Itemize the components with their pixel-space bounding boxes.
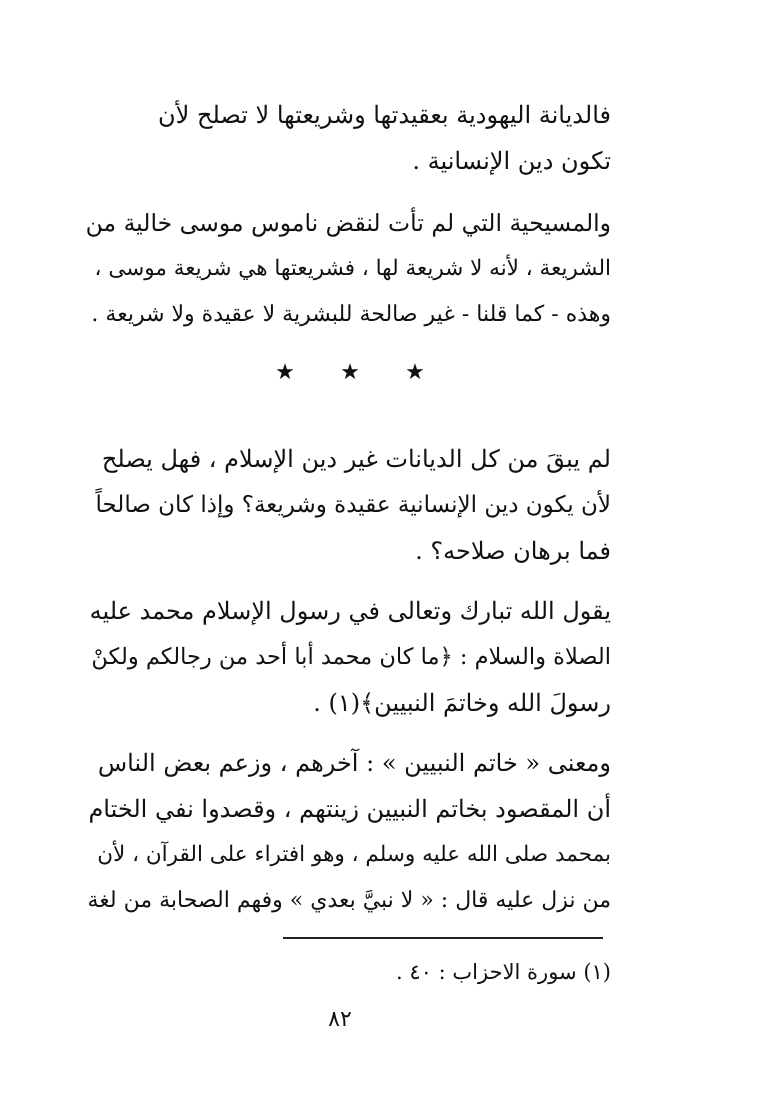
paragraph-1 <box>86 92 611 184</box>
text-line: رسولَ الله وخاتمَ النبيين﴾(١) . <box>313 689 611 717</box>
star-icon: ★ <box>275 360 295 385</box>
text-line: فما برهان صلاحه؟ . <box>415 537 611 565</box>
paragraph-2 <box>86 200 611 338</box>
footnote: (١) سورة الاحزاب : ٤٠ . <box>396 960 611 984</box>
star-icon: ★ <box>405 360 425 385</box>
text-line: وهذه - كما قلنا - غير صالحة للبشرية لا عقيدة ولا شريعة . <box>91 302 611 327</box>
text-line: الشريعة ، لأنه لا شريعة لها ، فشريعتها هي شريعة موسى ، <box>94 256 611 281</box>
text-line: ومعنى « خاتم النبيين » : آخرهم ، وزعم بعض الناس <box>97 749 611 777</box>
footnote-divider <box>283 937 603 939</box>
paragraph-4 <box>86 588 611 726</box>
section-separator <box>270 358 430 388</box>
text-line: فالديانة اليهودية بعقيدتها وشريعتها لا تصلح لأن <box>158 101 611 129</box>
text-line: لم يبقَ من كل الديانات غير دين الإسلام ، فهل يصلح <box>101 445 611 473</box>
star-icon: ★ <box>340 360 360 385</box>
text-line: أن المقصود بخاتم النبيين زينتهم ، وقصدوا نفي الختام <box>88 795 611 823</box>
text-line: والمسيحية التي لم تأت لنقض ناموس موسى خالية من <box>85 209 611 237</box>
text-line: الصلاة والسلام : ﴿ما كان محمد أبا أحد من رجالكم ولكنْ <box>91 644 611 670</box>
text-line: من نزل عليه قال : « لا نبيَّ بعدي » وفهم الصحابة من لغة <box>87 888 611 913</box>
text-line: لأن يكون دين الإنسانية عقيدة وشريعة؟ وإذا كان صالحاً <box>95 492 611 518</box>
text-line: بمحمد صلى الله عليه وسلم ، وهو افتراء على القرآن ، لأن <box>97 842 611 867</box>
page-number: ٨٢ <box>328 1007 352 1032</box>
text-line: يقول الله تبارك وتعالى في رسول الإسلام محمد عليه <box>89 597 611 625</box>
paragraph-3 <box>86 436 611 574</box>
text-line: تكون دين الإنسانية . <box>412 147 611 175</box>
paragraph-5 <box>86 740 611 924</box>
